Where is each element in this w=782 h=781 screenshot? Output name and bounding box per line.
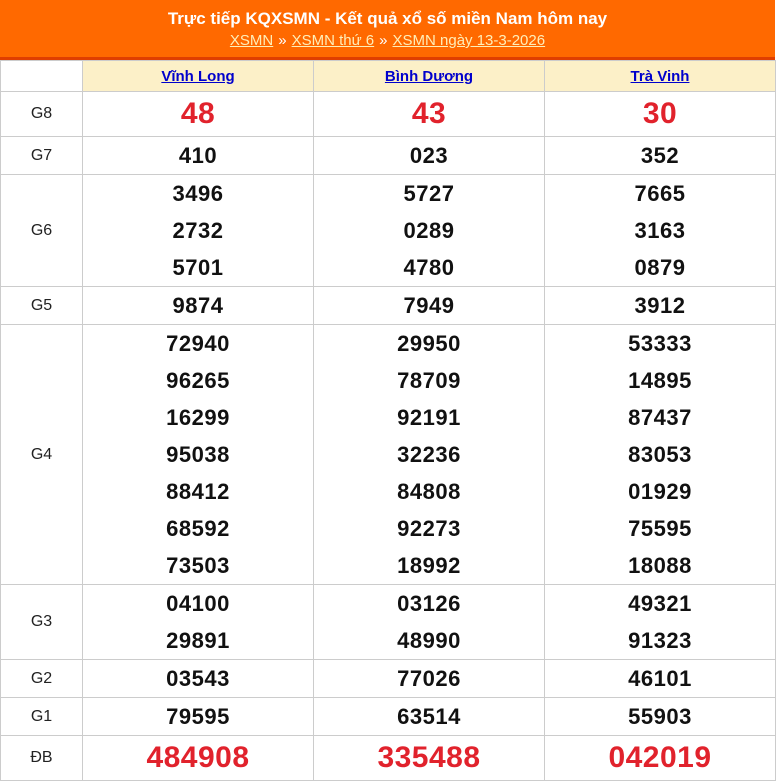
result-number: 18088: [628, 553, 692, 578]
result-cell: [314, 736, 545, 781]
page-title: Trực tiếp KQXSMN - Kết quả xổ số miền Nam hôm nay: [167, 9, 608, 28]
result-number: 410: [178, 143, 218, 168]
result-number: 55903: [628, 704, 692, 729]
result-cell: [83, 137, 314, 175]
table-row-g7: [1, 137, 776, 175]
table-row-g2: [1, 660, 776, 698]
result-number: 48: [180, 97, 216, 130]
result-number: 352: [640, 143, 680, 168]
result-number: 9874: [172, 293, 224, 318]
prize-label-db: ĐB: [1, 736, 83, 781]
result-number: 04100: [166, 591, 230, 616]
breadcrumb-separator: »: [278, 32, 287, 49]
result-number: 4780: [403, 255, 455, 280]
result-number: 29891: [166, 628, 230, 653]
result-cell: [545, 736, 776, 781]
result-number: 0289: [403, 218, 455, 243]
result-number: 2732: [172, 218, 224, 243]
result-number: 14895: [628, 368, 692, 393]
result-number: 83053: [628, 442, 692, 467]
result-number: 73503: [166, 553, 230, 578]
result-number: 3496: [172, 181, 224, 206]
prize-label-g1: G1: [1, 698, 83, 736]
result-number: 335488: [377, 741, 481, 774]
result-number: 79595: [166, 704, 230, 729]
result-number: 46101: [628, 666, 692, 691]
result-number: 3163: [634, 218, 686, 243]
result-cell: [83, 287, 314, 325]
result-number: 77026: [397, 666, 461, 691]
result-number: 5701: [172, 255, 224, 280]
result-cell: [545, 325, 776, 585]
result-cell: [314, 325, 545, 585]
province-header-cell: [83, 61, 314, 92]
breadcrumb: [0, 31, 775, 50]
result-cell: [83, 698, 314, 736]
result-cell: [545, 287, 776, 325]
table-row-g1: [1, 698, 776, 736]
table-row-g3: [1, 585, 776, 660]
province-header-cell: [314, 61, 545, 92]
result-number: 75595: [628, 516, 692, 541]
prize-label-g4: G4: [1, 325, 83, 585]
result-number: 53333: [628, 331, 692, 356]
result-number: 0879: [634, 255, 686, 280]
page-header: [0, 0, 775, 60]
prize-label-g3: G3: [1, 585, 83, 660]
prize-label-g5: G5: [1, 287, 83, 325]
result-number: 78709: [397, 368, 461, 393]
result-cell: [83, 736, 314, 781]
prize-label-g8: G8: [1, 92, 83, 137]
result-number: 18992: [397, 553, 461, 578]
result-cell: [314, 698, 545, 736]
province-header-row: [1, 61, 776, 92]
result-cell: [83, 175, 314, 287]
result-number: 023: [409, 143, 449, 168]
result-cell: [314, 137, 545, 175]
result-number: 484908: [146, 741, 250, 774]
result-number: 01929: [628, 479, 692, 504]
result-number: 03126: [397, 591, 461, 616]
result-number: 16299: [166, 405, 230, 430]
result-number: 96265: [166, 368, 230, 393]
result-number: 88412: [166, 479, 230, 504]
result-cell: [545, 698, 776, 736]
province-link[interactable]: Vĩnh Long: [161, 67, 235, 85]
result-number: 72940: [166, 331, 230, 356]
result-number: 03543: [166, 666, 230, 691]
result-number: 68592: [166, 516, 230, 541]
result-number: 7949: [403, 293, 455, 318]
result-cell: [314, 175, 545, 287]
result-number: 042019: [608, 741, 712, 774]
prize-label-g7: G7: [1, 137, 83, 175]
result-number: 49321: [628, 591, 692, 616]
result-cell: [314, 287, 545, 325]
result-number: 63514: [397, 704, 461, 729]
prize-column-header: [1, 61, 83, 92]
province-link[interactable]: Trà Vinh: [630, 67, 690, 85]
result-number: 48990: [397, 628, 461, 653]
result-number: 3912: [634, 293, 686, 318]
result-number: 5727: [403, 181, 455, 206]
result-number: 32236: [397, 442, 461, 467]
result-number: 92191: [397, 405, 461, 430]
result-number: 7665: [634, 181, 686, 206]
result-cell: [83, 325, 314, 585]
result-cell: [545, 137, 776, 175]
result-cell: [545, 92, 776, 137]
table-row-db: [1, 736, 776, 781]
province-link[interactable]: Bình Dương: [384, 67, 474, 85]
result-number: 84808: [397, 479, 461, 504]
result-number: 95038: [166, 442, 230, 467]
result-cell: [314, 585, 545, 660]
results-body: [1, 92, 776, 781]
result-cell: [314, 660, 545, 698]
result-number: 92273: [397, 516, 461, 541]
breadcrumb-link[interactable]: XSMN ngày 13-3-2026: [392, 32, 546, 49]
breadcrumb-separator: »: [379, 32, 388, 49]
table-row-g4: [1, 325, 776, 585]
result-cell: [83, 660, 314, 698]
result-cell: [545, 175, 776, 287]
result-number: 43: [411, 97, 447, 130]
result-cell: [83, 92, 314, 137]
breadcrumb-link[interactable]: XSMN: [229, 32, 274, 49]
result-number: 29950: [397, 331, 461, 356]
prize-label-g2: G2: [1, 660, 83, 698]
result-cell: [83, 585, 314, 660]
table-row-g6: [1, 175, 776, 287]
result-cell: [314, 92, 545, 137]
prize-label-g6: G6: [1, 175, 83, 287]
result-number: 91323: [628, 628, 692, 653]
result-number: 87437: [628, 405, 692, 430]
results-table: [0, 60, 776, 781]
result-number: 30: [642, 97, 678, 130]
table-row-g5: [1, 287, 776, 325]
result-cell: [545, 660, 776, 698]
province-header-cell: [545, 61, 776, 92]
result-cell: [545, 585, 776, 660]
breadcrumb-link[interactable]: XSMN thứ 6: [291, 32, 375, 49]
table-row-g8: [1, 92, 776, 137]
